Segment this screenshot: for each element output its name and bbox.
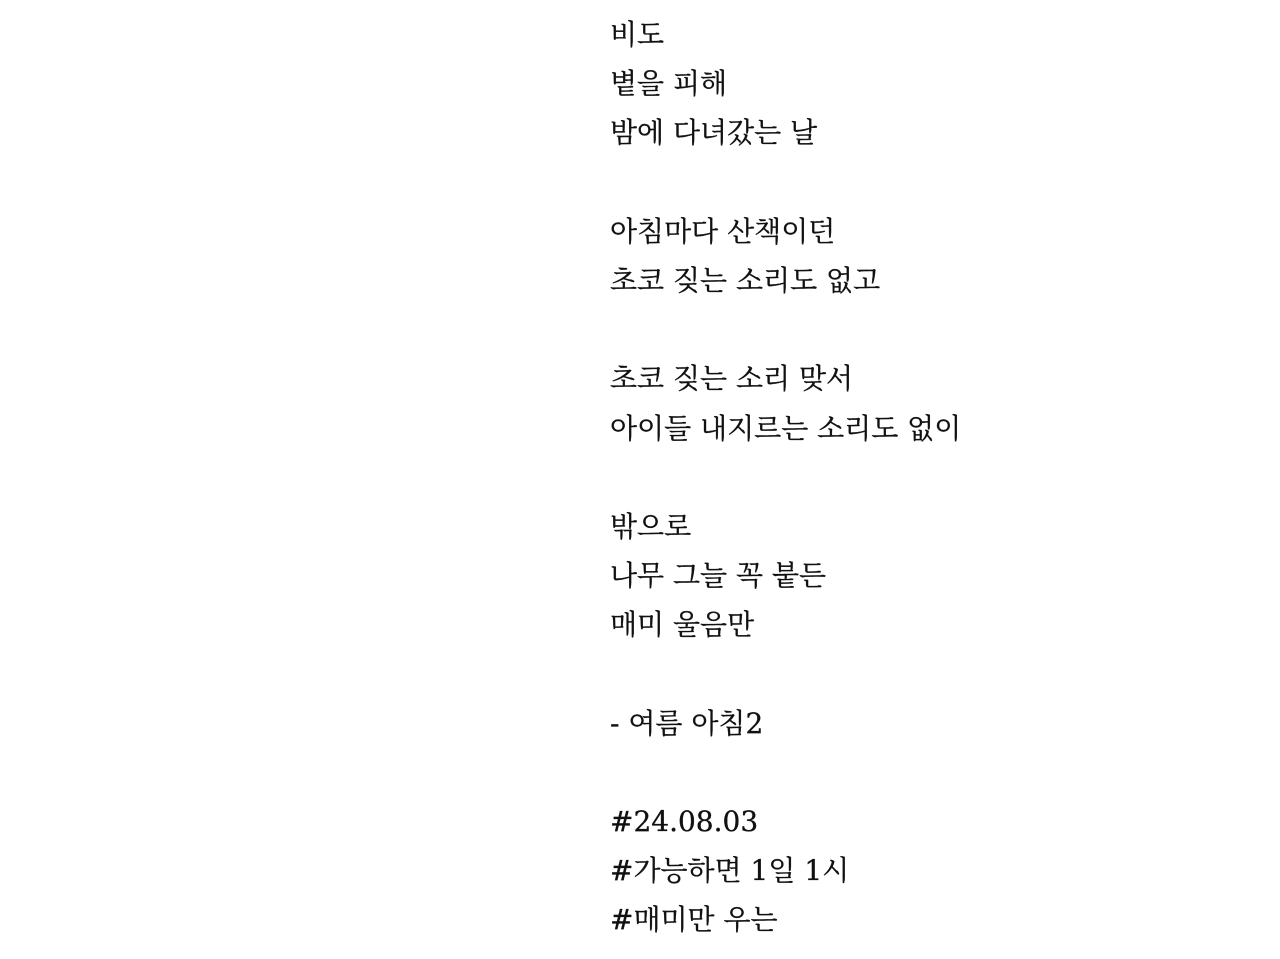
stanza-break	[610, 305, 1250, 354]
poem-line: 아침마다 산책이던	[610, 214, 836, 248]
poem-line: 볕을 피해	[610, 67, 728, 101]
poem-line: 초코 짖는 소리도 없고	[610, 263, 881, 297]
hashtag: #가능하면 1일 1시	[610, 854, 850, 888]
stanza-break	[610, 158, 1250, 207]
stanza-break	[610, 649, 1250, 698]
stanza-break	[610, 748, 1250, 797]
poem-body	[610, 10, 1250, 945]
poem-line: 나무 그늘 꼭 붙든	[610, 559, 827, 593]
poem-line: 초코 짖는 소리 맞서	[610, 362, 854, 396]
hashtag: #매미만 우는	[610, 903, 778, 937]
poem-line: 비도	[610, 18, 665, 51]
poem-line: 밤에 다녀갔는 날	[610, 116, 818, 150]
poem-line: 밖으로	[610, 509, 692, 543]
poem-line: 매미 울음만	[610, 608, 755, 642]
stanza-break	[610, 453, 1250, 502]
hashtag-date: #24.08.03	[610, 805, 759, 838]
poem-title-line: - 여름 아침2	[610, 706, 764, 740]
poem-line: 아이들 내지르는 소리도 없이	[610, 411, 962, 445]
